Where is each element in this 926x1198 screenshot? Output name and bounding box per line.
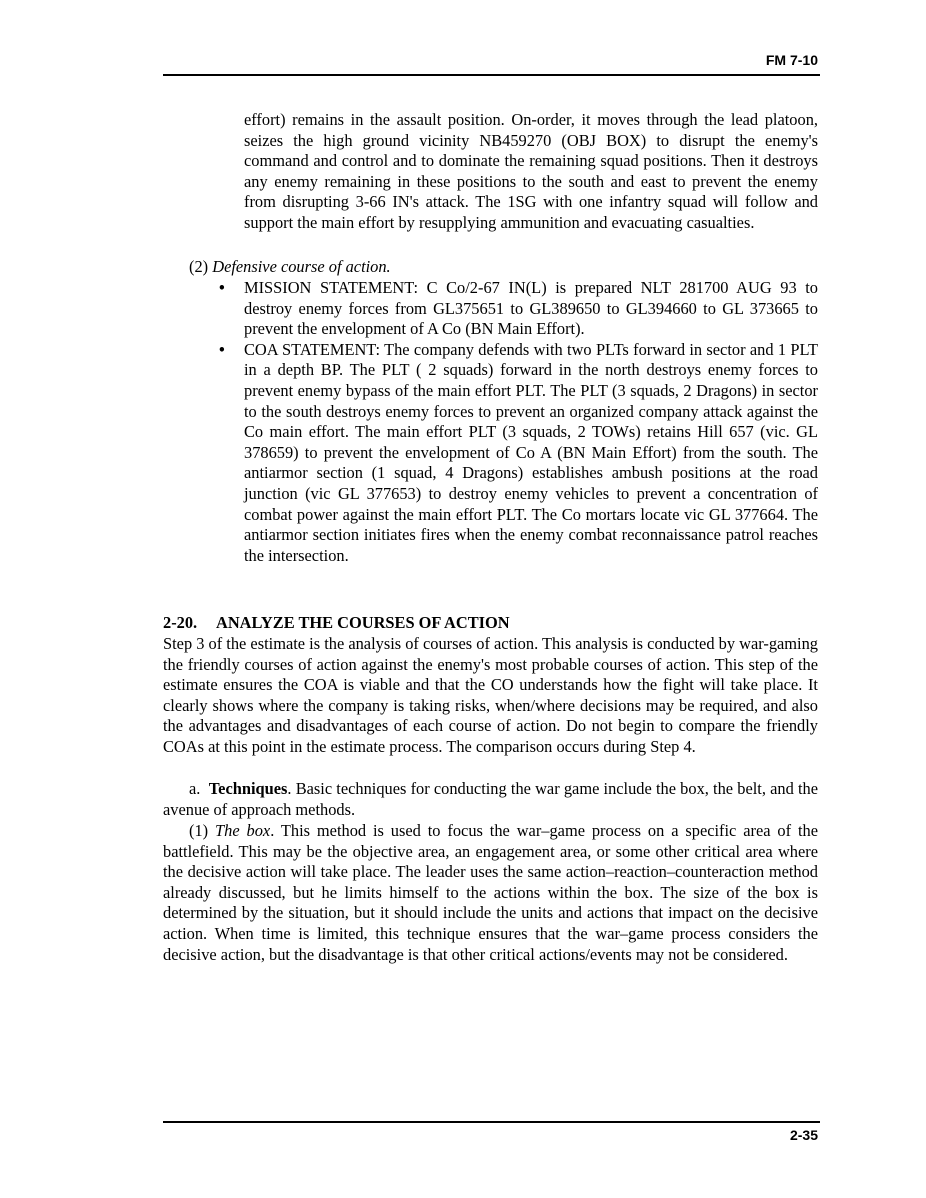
coa-statement-text: COA STATEMENT: The company defends with two PLTs forward in sector and 1 PLT in a depth BP. The PLT ( 2 squads) forward in the north destroys enemy forces to prevent enemy bypass of the main effort PLT. The PLT (3 squads, 2 Dragons) in sector to the south destroys enemy forces to prevent an organized company attack against the Co main effort. The main effort PLT (3 squads, 2 TOWs) retains Hill 657 (vic. GL 378659) to prevent the envelopment of Co A (BN Main Effort) from the south. The antiarmor section (1 squad, 4 Dragons) establishes ambush positions at the road junction (vic GL 377653) to destroy enemy vehicles to prevent a concentration of combat power against the main effort PLT. The Co mortars locate vic GL 377664. The antiarmor section initiates fires when the enemy combat reconnaissance patrol reaches the intersection.: [244, 339, 818, 565]
running-head: FM 7-10: [765, 52, 818, 68]
mission-statement-text: MISSION STATEMENT: C Co/2-67 IN(L) is prepared NLT 281700 AUG 93 to destroy enemy forces from GL375651 to GL389650 to GL394660 to GL 373665 to prevent the envelopment of A Co (BN Main Effort).: [244, 278, 818, 339]
box-method-text: . This method is used to focus the war–game process on a specific area of the battlefield. This may be the objective area, an engagement area, or some other critical area where the decisive action will take place. The leader uses the same action–reaction–counteraction method already discussed, but he limits himself to the actions within the box. The size of the box is determined by the situation, but it should include the units and actions that impact on the decisive action. When time is limited, this technique ensures that the war–game process considers the decisive action, but the disadvantage is that other critical actions/events may not be considered.: [163, 821, 818, 964]
defensive-coa-label: (2): [189, 257, 209, 276]
section-title: ANALYZE THE COURSES OF ACTION: [216, 613, 510, 632]
header-rule: [163, 74, 820, 76]
defensive-coa-heading: [189, 257, 818, 278]
bullet-icon: •: [219, 278, 225, 297]
section-intro-paragraph: Step 3 of the estimate is the analysis of courses of action. This analysis is conducted by war-gaming the friendly courses of action against the enemy's most probable courses of action. This step of the estimate ensures the COA is viable and that the CO understands how the fight will take place. It clearly shows where the company is taking risks, when/where decisions may be required, and also the advantages and disadvantages of each course of action. Do not begin to compare the friendly COAs at this point in the estimate process. The comparison occurs during Step 4.: [163, 634, 818, 756]
techniques-text: . Basic techniques for conducting the war game include the box, the belt, and the avenue of approach methods.: [163, 779, 818, 819]
box-method-label: (1): [189, 821, 209, 840]
page-number: 2-35: [789, 1127, 818, 1143]
box-method-title: The box: [215, 821, 271, 840]
section-heading: [163, 613, 510, 634]
defensive-coa-title: Defensive course of action.: [212, 257, 391, 276]
box-method-paragraph: [163, 821, 818, 965]
coa-statement-item: [219, 340, 818, 567]
continuation-paragraph: effort) remains in the assault position. On-order, it moves through the lead platoon, seizes the high ground vicinity NB459270 (OBJ BOX) to disrupt the enemy's command and control and to dominate the remaining squad positions. Then it destroys any enemy remaining in these positions to the south and east to prevent the enemy from disrupting 3-66 IN's attack. The 1SG with one infantry squad will follow and support the main effort by resupplying ammunition and evacuating casualties.: [244, 110, 818, 232]
techniques-label: a.: [189, 779, 201, 798]
footer-rule: [163, 1121, 820, 1123]
techniques-title: Techniques: [208, 779, 288, 798]
bullet-icon: •: [219, 339, 225, 359]
defensive-coa-list: [219, 278, 818, 566]
techniques-paragraph: [163, 779, 818, 820]
section-number: 2-20.: [163, 613, 198, 632]
mission-statement-item: [219, 278, 818, 340]
